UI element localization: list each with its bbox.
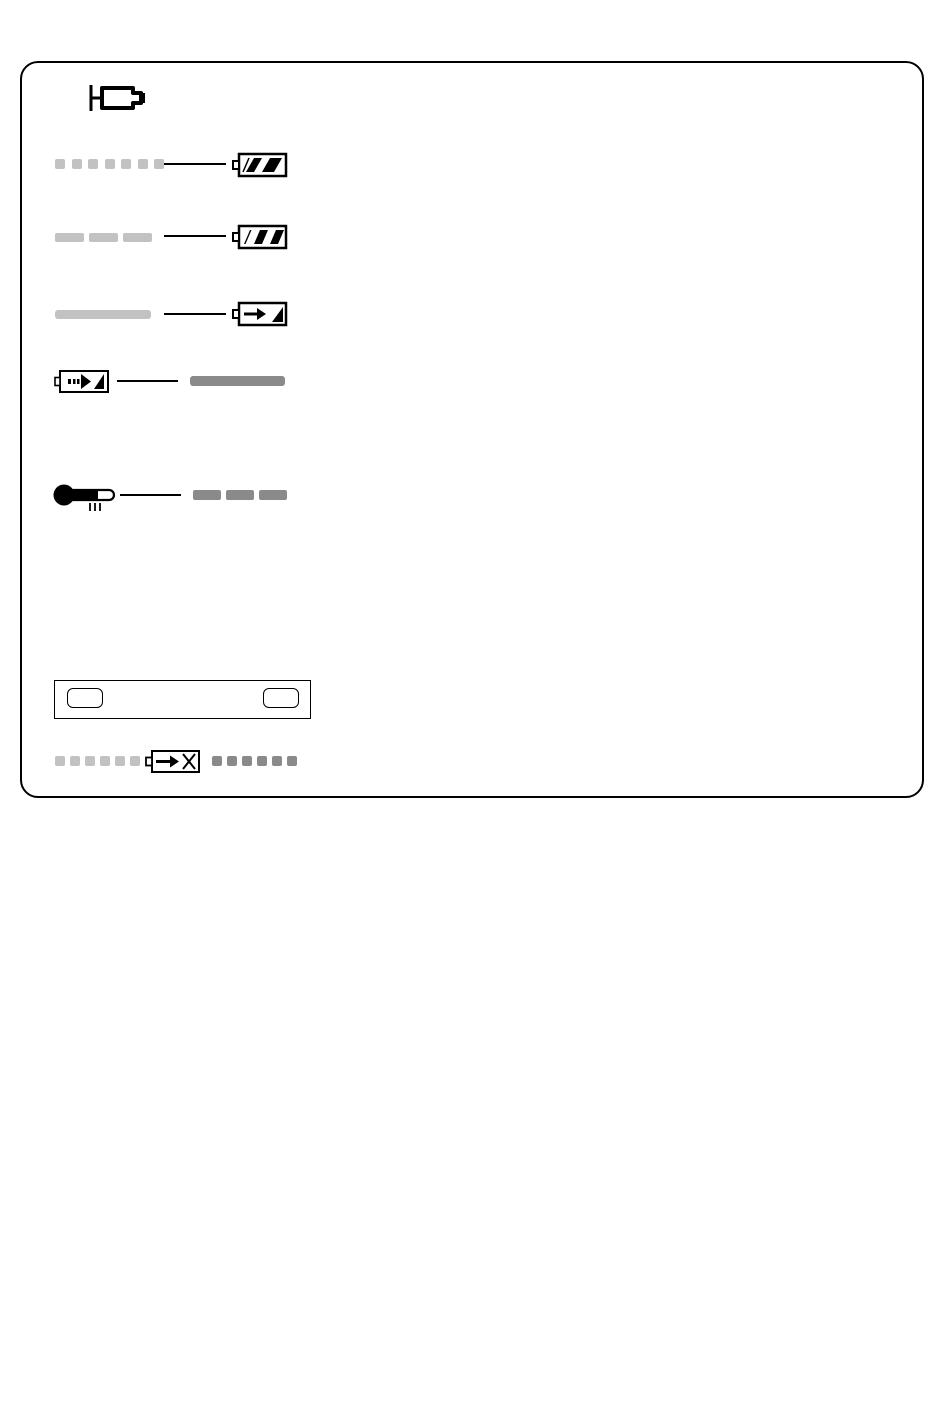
indicator-slow-blink-dark xyxy=(193,490,292,500)
indicator-steady-dark xyxy=(190,376,285,386)
connector-line xyxy=(164,235,226,237)
battery-charge-error-icon xyxy=(145,749,201,775)
battery-charging-progress-icon xyxy=(53,369,111,395)
right-indicator-key xyxy=(263,688,299,708)
indicator-slow-blink xyxy=(55,233,157,242)
indicator-blinking-dots xyxy=(55,159,171,169)
battery-charging-icon xyxy=(232,301,288,327)
indicator-steady-light xyxy=(55,310,151,319)
left-indicator-key xyxy=(67,688,103,708)
ac-power-plug-icon xyxy=(89,82,149,114)
indicator-dark-dots xyxy=(212,756,302,766)
battery-full-icon xyxy=(232,152,288,178)
battery-partial-icon xyxy=(232,224,288,250)
connector-line xyxy=(117,380,178,382)
connector-line xyxy=(120,494,181,496)
indicator-light-dots xyxy=(55,756,145,766)
connector-line xyxy=(164,313,226,315)
display-strip xyxy=(54,680,311,719)
connector-line xyxy=(164,163,226,165)
thermometer-icon xyxy=(53,483,117,513)
